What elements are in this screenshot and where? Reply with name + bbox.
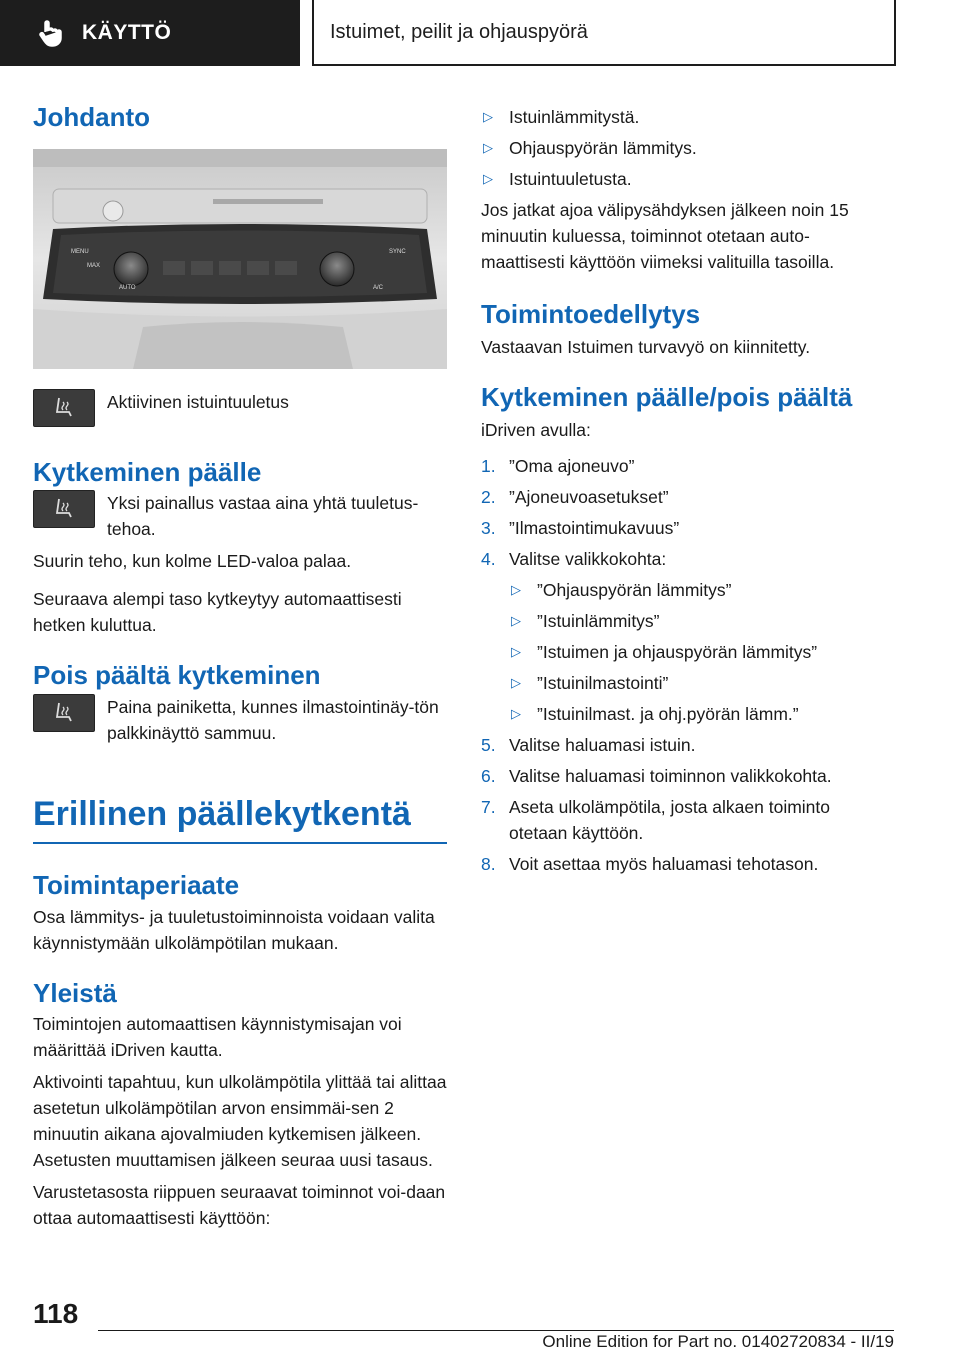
list-item: ▷ ”Istuimen ja ohjauspyörän lämmitys”: [509, 639, 881, 665]
triangle-bullet-icon: ▷: [483, 140, 493, 155]
separate-activation-heading: Erillinen päällekytkentä: [33, 794, 447, 845]
triangle-bullet-icon: ▷: [511, 706, 521, 722]
general-heading: Yleistä: [33, 977, 117, 1008]
triangle-bullet-icon: ▷: [483, 109, 493, 124]
step-item: 5. Valitse haluamasi istuin.: [481, 735, 696, 756]
list-item: ▷ ”Istuinilmast. ja ohj.pyörän lämm.”: [509, 701, 881, 727]
step-item: 1. ”Oma ajoneuvo”: [481, 456, 635, 477]
requirement-text: Vastaavan Istuimen turvavyö on kiinnitetty.: [481, 337, 811, 358]
step-item: 4. Valitse valikkokohta: ▷ ”Ohjauspyörän lämmitys” ▷ ”Istuinlämmitys” ▷ ”Istuimen ja ohjauspyörän lämmitys” ▷ ”Istuinilmastointi” ▷ ”Istuinilmast. ja ohj.pyörän lämm.”: [481, 546, 881, 727]
general-paragraph-3: Varustetasosta riippuen seuraavat toiminnot voi-daan ottaa automaattisesti käyttöön:: [33, 1181, 446, 1228]
menu-button-label: MENU: [71, 249, 89, 256]
switch-off-icon-row: [33, 694, 447, 746]
triangle-bullet-icon: ▷: [511, 613, 521, 629]
intro-heading: Johdanto: [33, 102, 150, 132]
list-item: ▷ ”Istuinlämmitys”: [509, 608, 881, 634]
hand-pointer-icon: [36, 18, 66, 48]
ventilation-icon-caption-row: [33, 389, 447, 427]
list-item: ▷ Ohjauspyörän lämmitys.: [481, 135, 881, 161]
step-item: 8. Voit asettaa myös haluamasi tehotason.: [481, 854, 819, 875]
auto-button-label: AUTO: [119, 285, 136, 292]
seat-ventilation-icon: [50, 394, 78, 422]
ac-button-label: A/C: [373, 285, 384, 292]
menu-option-list: [509, 577, 881, 727]
triangle-bullet-icon: ▷: [511, 644, 521, 660]
continue-driving-text: Jos jatkat ajoa välipysähdyksen jälkeen noin 15 minuutin kuluessa, toiminnot otetaan auto-maattisesti käyttöön viimeksi valituilla tasoilla.: [481, 200, 849, 272]
seat-ventilation-button-symbol: [33, 490, 95, 528]
footer-divider: [98, 1330, 894, 1331]
switch-on-heading: Kytkeminen päälle: [33, 457, 262, 488]
list-item: ▷ Istuintuuletusta.: [481, 166, 881, 192]
switch-on-paragraph-2: Seuraava alempi taso kytkeytyy automaattisesti hetken kuluttua.: [33, 589, 402, 636]
section-tab: [0, 0, 300, 66]
triangle-bullet-icon: ▷: [483, 171, 493, 186]
chapter-title: Istuimet, peilit ja ohjauspyörä: [312, 0, 896, 66]
seat-ventilation-button-symbol: [33, 694, 95, 732]
left-column: [33, 100, 447, 1231]
climate-panel-illustration: [33, 149, 447, 369]
triangle-bullet-icon: ▷: [511, 675, 521, 691]
list-item: ▷ ”Ohjauspyörän lämmitys”: [509, 577, 881, 603]
principle-text: Osa lämmitys- ja tuuletustoiminnoista voidaan valita käynnistymään ulkolämpötilan mukaan.: [33, 906, 435, 953]
requirement-heading: Toimintoedellytys: [481, 299, 701, 329]
general-paragraph-1: Toimintojen automaattisen käynnistymisajan voi määrittää iDriven kautta.: [33, 1013, 402, 1060]
steps-list: [481, 453, 881, 877]
step-item: 2. ”Ajoneuvoasetukset”: [481, 487, 669, 508]
page-number: 118: [33, 1298, 79, 1329]
step-item: 3. ”Ilmastointimukavuus”: [481, 518, 680, 539]
list-item: ▷ Istuinlämmitystä.: [481, 104, 881, 130]
list-item: ▷ ”Istuinilmastointi”: [509, 670, 881, 696]
switch-off-text: Paina painiketta, kunnes ilmastointinäy-tön palkkinäyttö sammuu.: [107, 696, 439, 743]
general-paragraph-2: Aktivointi tapahtuu, kun ulkolämpötila ylittää tai alittaa asetetun ulkolämpötilan arvon ensimmäi-sen 2 minuutin aikana ajovalmiuden kytkemisen jälkeen. Asetusten muuttamisen jälkeen seuraa uusi tasaus.: [33, 1071, 447, 1170]
edition-text: Online Edition for Part no. 01402720834 - II/19: [542, 1332, 894, 1351]
max-button-label: MAX: [87, 263, 101, 270]
seat-ventilation-icon: [50, 699, 78, 727]
step-item: 7. Aseta ulkolämpötila, josta alkaen toiminto otetaan käyttöön.: [481, 797, 831, 844]
function-list: [481, 104, 881, 192]
switch-on-text: Yksi painallus vastaa aina yhtä tuuletus-tehoa.: [107, 493, 419, 540]
sync-button-label: SYNC: [389, 249, 406, 256]
switch-on-icon-row: [33, 490, 447, 542]
switch-off-heading: Pois päältä kytkeminen: [33, 660, 321, 691]
switch-on-paragraph-1: Suurin teho, kun kolme LED-valoa palaa.: [33, 551, 352, 572]
idrive-text: iDriven avulla:: [481, 420, 591, 441]
seat-ventilation-button-symbol: [33, 389, 95, 427]
step-item: 6. Valitse haluamasi toiminnon valikkokohta.: [481, 766, 832, 787]
climate-control-photo: [33, 149, 447, 369]
seat-ventilation-icon: [50, 495, 78, 523]
switch-onoff-heading: Kytkeminen päälle/pois päältä: [481, 382, 853, 413]
ventilation-caption: Aktiivinen istuintuuletus: [107, 392, 289, 413]
triangle-bullet-icon: ▷: [511, 582, 521, 598]
section-tab-label: KÄYTTÖ: [82, 21, 172, 44]
principle-heading: Toimintaperiaate: [33, 870, 240, 901]
right-column: [481, 100, 881, 882]
